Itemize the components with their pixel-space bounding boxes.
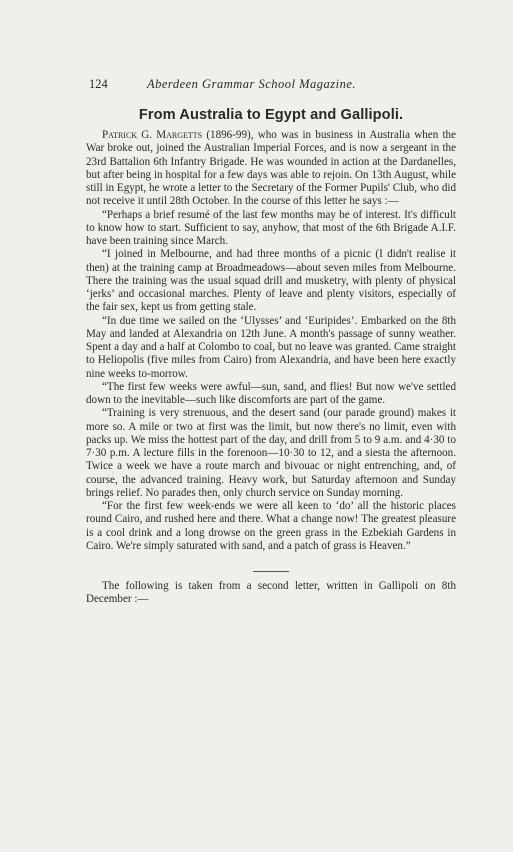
letter-paragraph: “The first few weeks were awful—sun, sand, and flies! But now we've settled down to the inevitable—such like discomforts are part of the game. <box>86 380 456 406</box>
author-name: Patrick G. Margetts <box>102 129 203 141</box>
book-page <box>86 76 456 607</box>
intro-paragraph <box>86 129 456 209</box>
letter-paragraph: “I joined in Melbourne, and had three months of a picnic (I didn't realise it then) at the training camp at Broadmeadows—about seven miles from Melbourne. There the training was the usual squad drill and musketry, with plenty of physical ‘jerks’ and occasional marches. Plenty of leave and plenty visitors, especially of the fair sex, kept us from getting stale. <box>86 248 456 314</box>
article-title: From Australia to Egypt and Gallipoli. <box>138 107 404 123</box>
page-number: 124 <box>89 77 108 91</box>
letter-paragraph: “For the first few week-ends we were all keen to ‘do’ all the historic places round Cairo, and rushed here and there. What a change now! The greatest pleasure is a cool drink and a long drowse on the green grass in the Ezbekiah Gardens in Cairo. We're simply saturated with sand, and a patch of grass is Heaven.” <box>86 500 456 552</box>
intro-text: (1896-99), who was in business in Australia when the War broke out, joined the Australian Imperial Forces, and is now a sergeant in the 23rd Battalion 6th Infantry Brigade. He was wounded in action at the Dardanelles, but after being in hospital for a few days was able to rejoin. On 13th August, while still in Egypt, he wrote a letter to the Secretary of the Former Pupils' Club, who did not receive it until 28th October. In the course of this letter he says :— <box>86 129 457 208</box>
running-head <box>89 76 456 92</box>
letter-paragraph: “In due time we sailed on the ‘Ulysses’ and ‘Euripides’. Embarked on the 8th May and landed at Alexandria on 12th June. A month's passage of sunny weather. Spent a day and a half at Colombo to coal, but no leave was granted. Came straight to Heliopolis (five miles from Cairo) from Alexandria, and have been here exactly nine weeks to-morrow. <box>86 314 456 380</box>
letter-paragraph: “Perhaps a brief resumé of the last few months may be of interest. It's difficult to know how to start. Sufficient to say, anyhow, that most of the 6th Brigade A.I.F. have been training since March. <box>86 208 456 247</box>
magazine-title: Aberdeen Grammar School Magazine. <box>147 77 357 91</box>
letter-paragraph: “Training is very strenuous, and the desert sand (our parade ground) makes it more so. A mile or two at first was the limit, but now there's no limit, even with packs up. We miss the hottest part of the day, and drill from 5 to 9 a.m. and 4·30 to 7·30 p.m. A lecture fills in the forenoon—10·30 to 12, and a siesta the afternoon. Twice a week we have a route march and bivouac or night entrenching, and, of course, the advanced training. Heavy work, but Saturday afternoon and Sunday brings relief. No parades then, only church service on Sunday morning. <box>86 407 456 499</box>
section-divider <box>253 571 289 572</box>
article-body <box>86 129 456 607</box>
closing-paragraph: The following is taken from a second letter, written in Gallipoli on 8th December :— <box>86 580 456 606</box>
